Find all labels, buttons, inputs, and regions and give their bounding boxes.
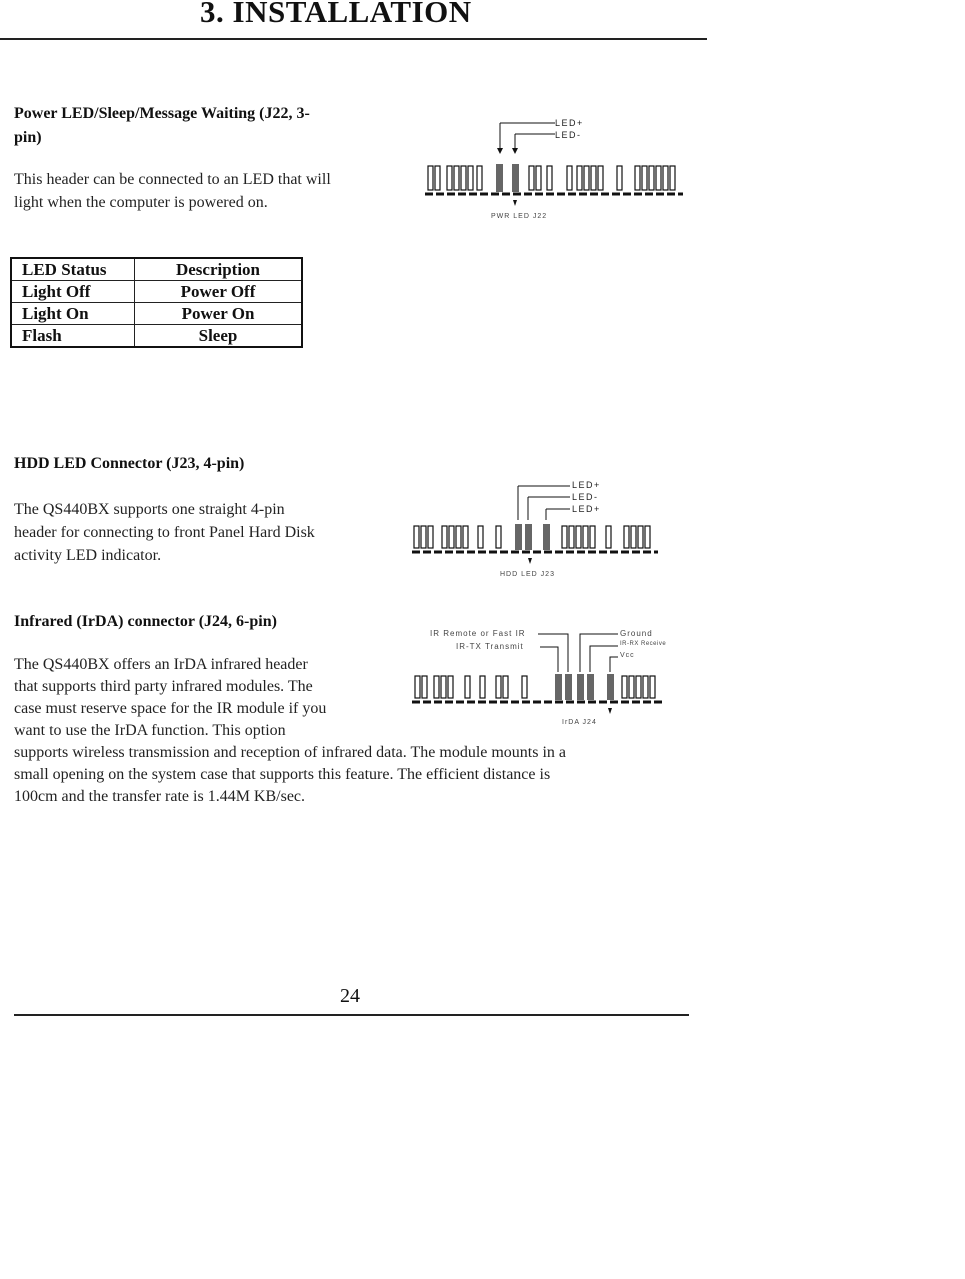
irda-caption: IrDA J24	[562, 719, 597, 726]
led-status-table	[10, 257, 303, 348]
ir-rx-label: IR-RX Receive	[620, 641, 667, 647]
irda-body-line7: 100cm and the transfer rate is 1.44M KB/sec.	[14, 788, 306, 805]
power-led-body-line1: This header can be connected to an LED that will	[14, 171, 331, 188]
irda-body-line1: The QS440BX offers an IrDA infrared header	[14, 656, 308, 673]
irda-body-line4: want to use the IrDA function. This option	[14, 722, 286, 739]
hdd-led-heading: HDD LED Connector (J23, 4-pin)	[14, 455, 245, 472]
table-header-cell: Description	[135, 258, 303, 281]
pwr-led-caption: PWR LED J22	[491, 213, 548, 220]
table-cell: Sleep	[135, 325, 303, 348]
pin-header-graphic	[412, 478, 672, 583]
hdd-led-header-diagram	[412, 478, 672, 583]
table-row	[11, 325, 302, 348]
irda-heading: Infrared (IrDA) connector (J24, 6-pin)	[14, 613, 277, 630]
table-cell: Power On	[135, 303, 303, 325]
power-led-heading-line1: Power LED/Sleep/Message Waiting (J22, 3-	[14, 105, 310, 122]
irda-body-line3: case must reserve space for the IR module if you	[14, 700, 327, 717]
hdd-led-body-line3: activity LED indicator.	[14, 547, 162, 564]
power-led-body-line2: light when the computer is powered on.	[14, 194, 268, 211]
irda-body-line2: that supports third party infrared modules. The	[14, 678, 313, 695]
hdd-led-label-2: LED-	[572, 492, 599, 502]
table-header-row	[11, 258, 302, 281]
table-cell: Light On	[11, 303, 135, 325]
table-row	[11, 303, 302, 325]
irda-body-line6: small opening on the system case that supports this feature. The efficient distance is	[14, 766, 551, 783]
led-plus-label: LED+	[555, 118, 584, 128]
table-cell: Power Off	[135, 281, 303, 303]
hdd-led-label-3: LED+	[572, 504, 601, 514]
ground-label: Ground	[620, 629, 653, 638]
hdd-led-body-line1: The QS440BX supports one straight 4-pin	[14, 501, 285, 518]
vcc-label: Vcc	[620, 652, 635, 659]
header-rule	[0, 38, 707, 40]
led-minus-label: LED-	[555, 130, 582, 140]
power-led-heading-line2: pin)	[14, 129, 42, 146]
hdd-led-caption: HDD LED J23	[500, 571, 555, 578]
ir-tx-label: IR-TX Transmit	[456, 642, 524, 651]
irda-header-diagram	[412, 626, 684, 734]
power-led-header-diagram	[425, 118, 695, 228]
chapter-title: 3. INSTALLATION	[200, 0, 472, 29]
page-number: 24	[340, 985, 360, 1007]
table-cell: Light Off	[11, 281, 135, 303]
footer-rule	[14, 1014, 689, 1016]
hdd-led-label-1: LED+	[572, 480, 601, 490]
table-header-cell: LED Status	[11, 258, 135, 281]
table-row	[11, 281, 302, 303]
hdd-led-body-line2: header for connecting to front Panel Hard Disk	[14, 524, 315, 541]
table-cell: Flash	[11, 325, 135, 348]
irda-body-line5: supports wireless transmission and reception of infrared data. The module mounts in a	[14, 744, 567, 761]
ir-remote-label: IR Remote or Fast IR	[430, 629, 526, 638]
led-status-table-wrapper	[10, 257, 303, 348]
